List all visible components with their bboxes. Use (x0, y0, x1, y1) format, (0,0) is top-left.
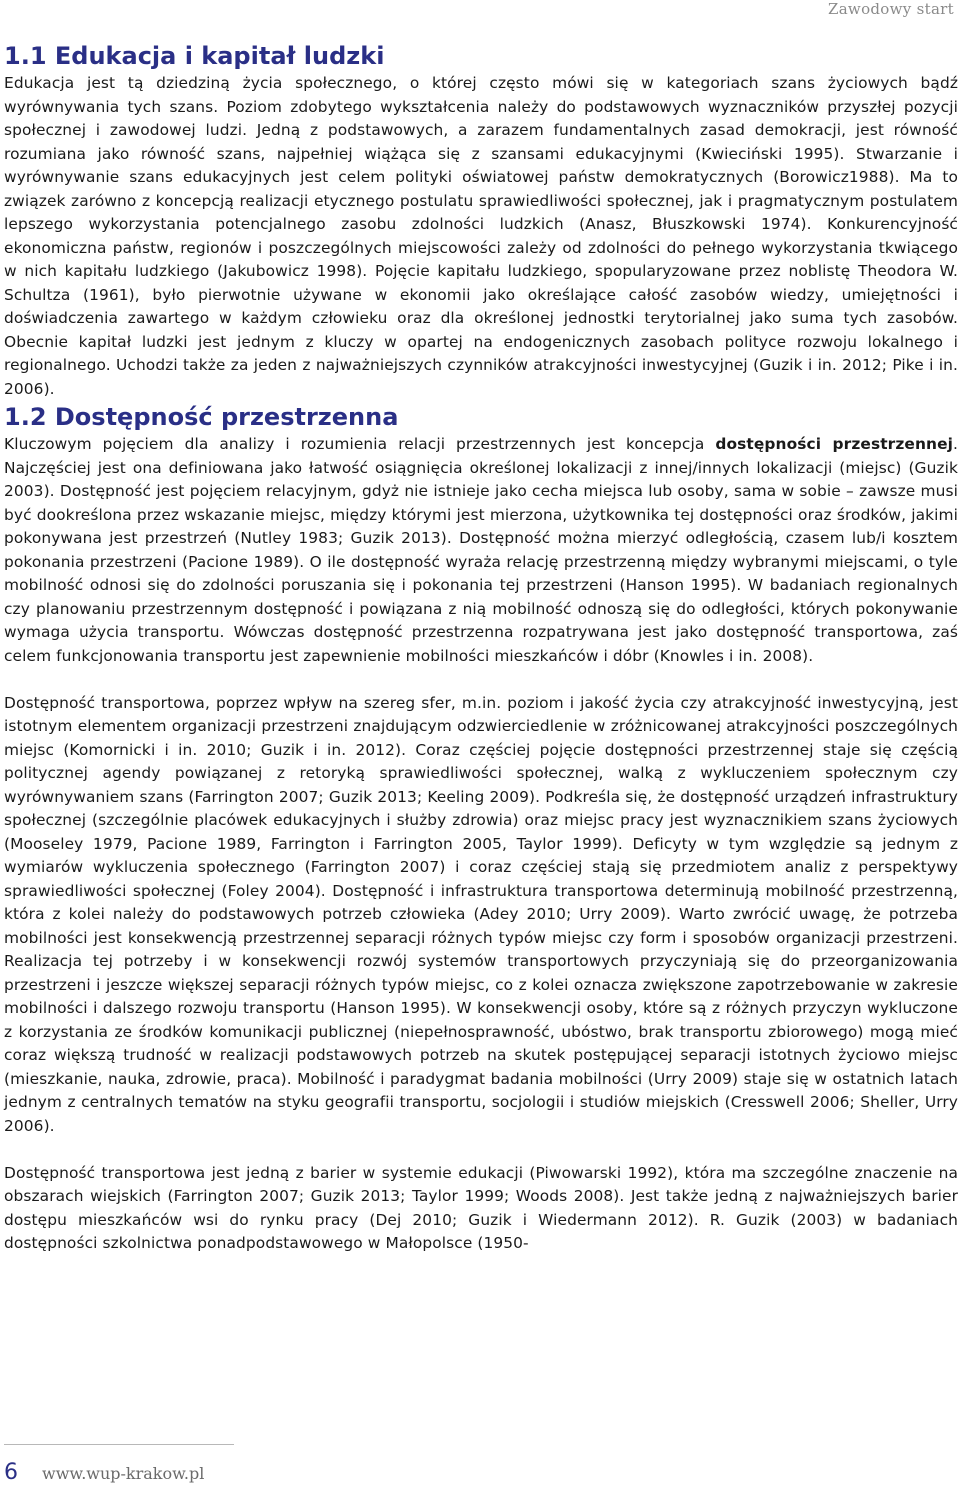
paragraph: Dostępność transportowa jest jedną z barier w systemie edukacji (Piwowarski 1992), która ma szczególne znaczenie na obszarach wiejskich (Farrington 2007; Guzik 2013; Taylor 1999; Woods 2008). Jest także jedną z najważniejszych barier dostępu mieszkańców wsi do rynku pracy (Dej 2010; Guzik i Wiedermann 2012). R. Guzik (2003) w badaniach dostępności szkolnictwa ponadpodstawowego w Małopolsce (1950- (4, 1163, 958, 1252)
section-heading-1 (4, 40, 958, 72)
footer-url: www.wup-krakow.pl (42, 1464, 205, 1483)
section-number: 1.2 (4, 403, 47, 431)
section-title-text: Dostępność przestrzenna (54, 403, 399, 431)
paragraph (4, 433, 958, 668)
paragraph-text: . Najczęściej jest ona definiowana jako łatwość osiągnięcia określonej lokalizacji z innej/innych lokalizacji (miejsc) (Guzik 2003). Dostępność jest pojęciem relacyjnym, gdyż nie istnieje jako cecha miejsca lub osoby, sama w sobie – zawsze musi być dookreślona przez wskazanie miejsc, między którymi jest mierzona, użytkownika tej dostępności oraz środków, jakimi pokonywana jest przestrzeń (Nutley 1983; Guzik 2013). Dostępność można mierzyć odległością, czasem lub/i kosztem pokonania przestrzeni (Pacione 1989). O ile dostępność wyraża relację przestrzenną między wybranymi miejscami, o tyle mobilność odnosi się do zdolności poruszania się i pokonania tej przestrzeni (Hanson 1995). W badaniach regionalnych czy planowaniu przestrzennym dostępność i powiązana z nią mobilność odnoszą się do odległości, których pokonywanie wymaga użycia transportu. Wówczas dostępność przestrzenna rozpatrywana jest jako dostępność transportowa, zaś celem funkcjonowania transportu jest zapewnienie mobilności mieszkańców i dóbr (Knowles i in. 2008). (4, 435, 958, 665)
page-content (4, 40, 958, 1256)
paragraph: Edukacja jest tą dziedziną życia społecznego, o której często mówi się w kategoriach szans życiowych bądź wyrównywania tych szans. Poziom zdobytego wykształcenia należy do podstawowych wyznaczników przyszłej pozycji społecznej i zawodowej ludzi. Jedną z podstawowych, a zarazem fundamentalnych zasad demokracji, jest równość rozumiana jako równość szans, najpełniej wiążąca się z szansami edukacyjnymi (Kwieciński 1995). Stwarzanie i wyrównywanie szans edukacyjnych jest celem polityki oświatowej państw demokratycznych (Borowicz1988). Ma to związek zarówno z koncepcją realizacji etycznego postulatu sprawiedliwości społecznej, jak i pragmatycznym postulatem lepszego wykorzystania potencjalnego zasobu zdolności ludzkich (Anasz, Błuszkowski 1974). Konkurencyjność ekonomiczna państw, regionów i poszczególnych miejscowości zależy od zdolności do pełnego wykorzystania tkwiącego w nich kapitału ludzkiego (Jakubowicz 1998). Pojęcie kapitału ludzkiego, spopularyzowane przez noblistę Theodora W. Schultza (1961), było pierwotnie używane w ekonomii jako określające całość zasobów wiedzy, umiejętności i doświadczenia zawartego w każdym człowieku oraz dla określonej jednostki terytorialnej jako suma tych zasobów. Obecnie kapitał ludzki jest jednym z kluczy w opartej na endogenicznych zasobach polityce rozwoju lokalnego i regionalnego. Uchodzi także za jeden z najważniejszych czynników atrakcyjności inwestycyjnej (Guzik i in. 2012; Pike i in. 2006). (4, 74, 958, 398)
paragraph-text: Kluczowym pojęciem dla analizy i rozumienia relacji przestrzennych jest koncepcja (4, 435, 716, 453)
footer-divider (4, 1444, 234, 1445)
page-number: 6 (4, 1460, 18, 1485)
paragraph-gap (4, 1138, 958, 1162)
key-term: dostępności przestrzennej (715, 435, 953, 453)
paragraph-gap (4, 668, 958, 692)
section-heading-2 (4, 401, 958, 433)
section-title-text: Edukacja i kapitał ludzki (54, 42, 385, 70)
paragraph: Dostępność transportowa, poprzez wpływ na szereg sfer, m.in. poziom i jakość życia czy atrakcyjność inwestycyjną, jest istotnym elementem organizacji przestrzeni znajdującym odzwierciedlenie w zróżnicowanej atrakcyjności poszczególnych miejsc (Komornicki i in. 2010; Guzik i in. 2012). Coraz częściej pojęcie dostępności przestrzennej staje się częścią politycznej agendy powiązanej z retoryką sprawiedliwości społecznej, walką z wykluczeniem społecznym czy wyrównywaniem szans (Farrington 2007; Guzik 2013; Keeling 2009). Podkreśla się, że dostępność urządzeń infrastruktury społecznej (szczególnie placówek edukacyjnych i służby zdrowia) oraz miejsc pracy jest wyznacznikiem szans życiowych (Mooseley 1979, Pacione 1989, Farrington i Farrington 2005, Taylor 1999). Deficyty w tym względzie są jednym z wymiarów wykluczenia społecznego (Farrington 2007) i coraz częściej stają się przedmiotem analiz z perspektywy sprawiedliwości społecznej (Foley 2004). Dostępność i infrastruktura transportowa determinują mobilność przestrzenną, która z kolei należy do podstawowych potrzeb człowieka (Adey 2010; Urry 2009). Warto zwrócić uwagę, że potrzeba mobilności jest konsekwencją przestrzennej separacji różnych typów miejsc czy form i sposobów organizacji przestrzeni. Realizacja tej potrzeby i w konsekwencji rozwój systemów transportowych przyczyniają się do przeorganizowania przestrzeni i jeszcze większej separacji różnych typów miejsc, co z kolei oznacza zwiększone zapotrzebowanie w zakresie mobilności i dalszego rozwoju transportu (Hanson 1995). W konsekwencji osoby, które są z różnych przyczyn wykluczone z korzystania ze środków komunikacji publicznej (niepełnosprawność, ubóstwo, brak transportu zbiorowego) mogą mieć coraz większą trudność w realizacji podstawowych potrzeb na skutek postępującej separacji istotnych życiowo miejsc (mieszkanie, nauka, zdrowie, praca). Mobilność i paradygmat badania mobilności (Urry 2009) staje się w ostatnich latach jednym z centralnych tematów na styku geografii transportu, socjologii i studiów miejskich (Cresswell 2006; Sheller, Urry 2006). (4, 693, 958, 1135)
page-footer (4, 1460, 204, 1485)
section-number: 1.1 (4, 42, 47, 70)
running-header: Zawodowy start (827, 0, 954, 18)
